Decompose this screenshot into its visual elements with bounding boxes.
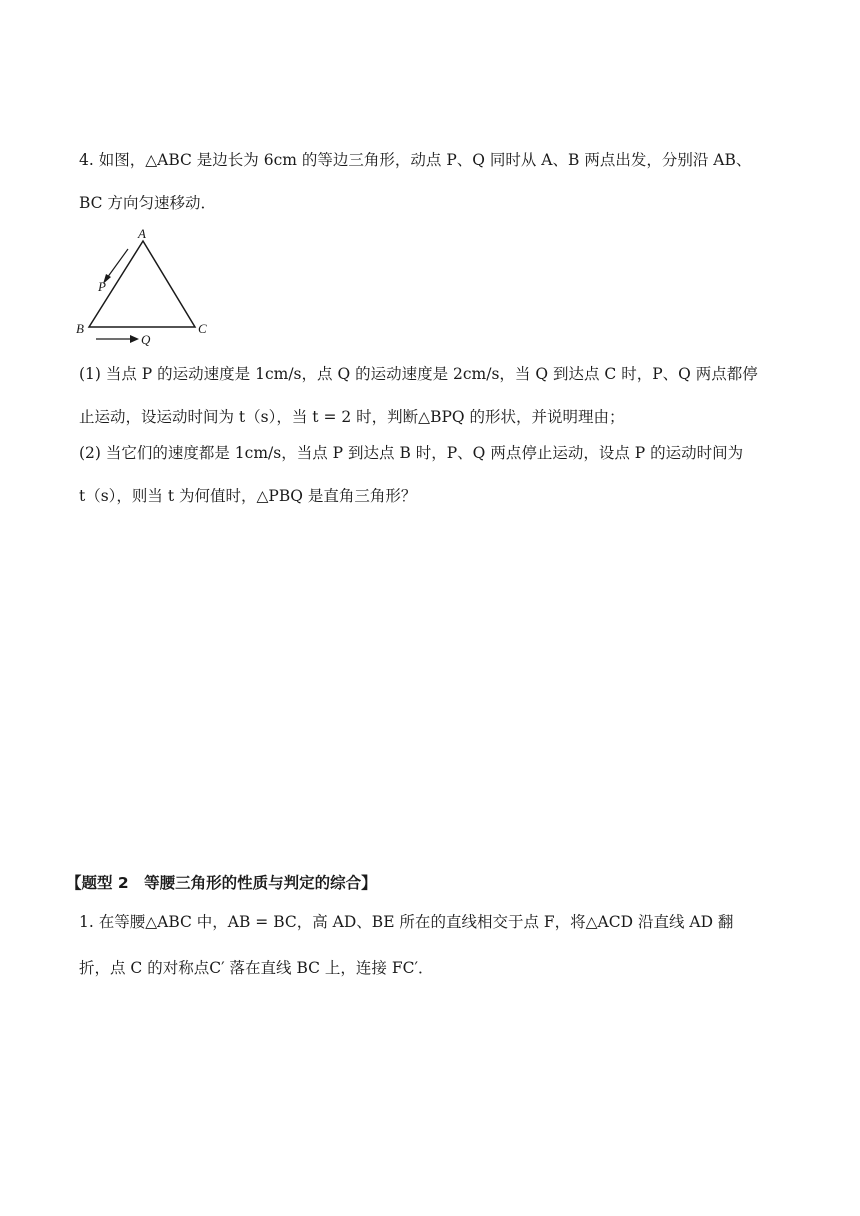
label-q: Q [141, 332, 151, 347]
q4-part1-line2: 止运动，设运动时间为 t（s），当 t = 2 时，判断△BPQ 的形状，并说明理由； [79, 408, 625, 426]
q1-stem-line1: 1. 在等腰△ABC 中，AB = BC，高 AD、BE 所在的直线相交于点 F，将△ACD 沿直线 AD 翻 [79, 913, 734, 931]
label-p: P [98, 279, 106, 294]
q4-stem-line1: 4. 如图，△ABC 是边长为 6cm 的等边三角形，动点 P、Q 同时从 A、B 两点出发，分别沿 AB、 [79, 151, 752, 169]
section-heading: 【题型 2 等腰三角形的性质与判定的综合】 [66, 874, 377, 892]
triangle-figure [72, 223, 212, 348]
q4-part1-line1: (1) 当点 P 的运动速度是 1cm/s，点 Q 的运动速度是 2cm/s，当 Q 到达点 C 时，P、Q 两点都停 [79, 365, 758, 383]
q1-stem-line2: 折，点 C 的对称点C′ 落在直线 BC 上，连接 FC′． [79, 959, 434, 977]
q4-part2-line2: t（s），则当 t 为何值时，△PBQ 是直角三角形？ [79, 487, 417, 505]
label-a: A [138, 226, 146, 241]
arrow-q-head [130, 335, 139, 343]
label-c: C [198, 321, 207, 336]
label-b: B [76, 321, 84, 336]
q4-stem-line2: BC 方向匀速移动． [79, 194, 216, 212]
arrow-p-shaft [107, 249, 128, 278]
q4-part2-line1: (2) 当它们的速度都是 1cm/s，当点 P 到达点 B 时，P、Q 两点停止运动，设点 P 的运动时间为 [79, 444, 744, 462]
